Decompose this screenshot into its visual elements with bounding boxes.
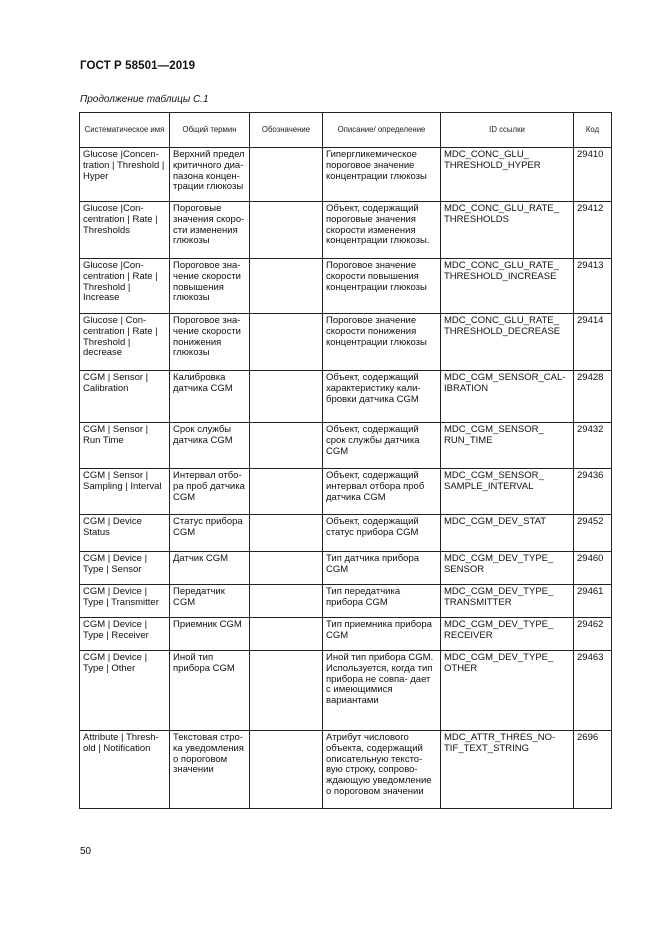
cell-systematic-name: Glucose | Con- centration | Rate | Threshold | decrease	[80, 314, 170, 371]
table-row	[80, 148, 612, 202]
table-row	[80, 731, 612, 809]
cell-common-term: Пороговое зна- чение скорости понижения глюкозы	[170, 314, 250, 371]
cell-common-term: Приемник CGM	[170, 618, 250, 651]
cell-common-term: Верхний предел критичного диа- пазона концен- трации глюкозы	[170, 148, 250, 202]
column-header-common-term: Общий термин	[170, 113, 250, 148]
table-caption: Продолжение таблицы С.1	[80, 94, 209, 105]
cell-description: Тип датчика прибора CGM	[323, 552, 441, 585]
cell-ref-id: MDC_CGM_DEV_STAT	[441, 515, 574, 552]
column-header-description: Описание/ определение	[323, 113, 441, 148]
cell-ref-id: MDC_CGM_DEV_TYPE_ OTHER	[441, 651, 574, 731]
cell-common-term: Срок службы датчика CGM	[170, 423, 250, 469]
cell-code: 29413	[574, 259, 612, 314]
cell-description: Гипергликемическое пороговое значение концентрации глюкозы	[323, 148, 441, 202]
cell-symbol	[250, 515, 323, 552]
cell-code: 29412	[574, 202, 612, 259]
cell-symbol	[250, 618, 323, 651]
cell-code: 29428	[574, 371, 612, 423]
cell-common-term: Пороговое зна- чение скорости повышения глюкозы	[170, 259, 250, 314]
cell-description: Объект, содержащий пороговые значения скорости изменения концентрации глюкозы.	[323, 202, 441, 259]
table-row	[80, 371, 612, 423]
cell-common-term: Интервал отбо- ра проб датчика CGM	[170, 469, 250, 515]
cell-ref-id: MDC_ATTR_THRES_NO- TIF_TEXT_STRING	[441, 731, 574, 809]
table-row	[80, 423, 612, 469]
cell-systematic-name: CGM | Sensor | Run Time	[80, 423, 170, 469]
cell-common-term: Иной тип прибора CGM	[170, 651, 250, 731]
cell-ref-id: MDC_CGM_DEV_TYPE_ TRANSMITTER	[441, 585, 574, 618]
cell-common-term: Передатчик CGM	[170, 585, 250, 618]
cell-symbol	[250, 148, 323, 202]
cell-code: 2696	[574, 731, 612, 809]
cell-code: 29436	[574, 469, 612, 515]
column-header-systematic-name: Систематическое имя	[80, 113, 170, 148]
cell-description: Иной тип прибора CGM. Используется, когда тип прибора не совпа- дает с имеющимися вариантами	[323, 651, 441, 731]
table-row	[80, 651, 612, 731]
cell-code: 29410	[574, 148, 612, 202]
table-row	[80, 314, 612, 371]
column-header-symbol: Обозначение	[250, 113, 323, 148]
table-header-row	[80, 113, 612, 148]
table-row	[80, 585, 612, 618]
cell-systematic-name: Glucose |Concen- tration | Threshold | Hyper	[80, 148, 170, 202]
page-number: 50	[80, 846, 92, 857]
cell-code: 29462	[574, 618, 612, 651]
cell-systematic-name: CGM | Device | Type | Sensor	[80, 552, 170, 585]
cell-systematic-name: CGM | Sensor | Calibration	[80, 371, 170, 423]
cell-symbol	[250, 552, 323, 585]
table-row	[80, 552, 612, 585]
table-body	[80, 148, 612, 809]
cell-common-term: Датчик CGM	[170, 552, 250, 585]
cell-description: Тип передатчика прибора CGM	[323, 585, 441, 618]
cell-systematic-name: CGM | Device | Type | Receiver	[80, 618, 170, 651]
cell-ref-id: MDC_CGM_DEV_TYPE_ SENSOR	[441, 552, 574, 585]
cell-code: 29463	[574, 651, 612, 731]
cell-code: 29461	[574, 585, 612, 618]
cell-symbol	[250, 314, 323, 371]
table-row	[80, 618, 612, 651]
table-row	[80, 515, 612, 552]
cell-description: Объект, содержащий интервал отбора проб датчика CGM	[323, 469, 441, 515]
cell-symbol	[250, 371, 323, 423]
cell-description: Объект, содержащий срок службы датчика CGM	[323, 423, 441, 469]
table-row	[80, 469, 612, 515]
cell-symbol	[250, 731, 323, 809]
cell-description: Объект, содержащий характеристику кали- бровки датчика CGM	[323, 371, 441, 423]
cell-ref-id: MDC_CONC_GLU_RATE_ THRESHOLD_INCREASE	[441, 259, 574, 314]
cell-code: 29432	[574, 423, 612, 469]
cell-description: Тип приемника прибора CGM	[323, 618, 441, 651]
cell-description: Объект, содержащий статус прибора CGM	[323, 515, 441, 552]
cell-code: 29460	[574, 552, 612, 585]
cell-systematic-name: CGM | Device Status	[80, 515, 170, 552]
cell-description: Пороговое значение скорости понижения концентрации глюкозы	[323, 314, 441, 371]
cell-description: Атрибут числового объекта, содержащий описательную тексто- вую строку, сопрово- ждающую уведомление о пороговом значении	[323, 731, 441, 809]
cell-symbol	[250, 469, 323, 515]
cell-common-term: Калибровка датчика CGM	[170, 371, 250, 423]
column-header-ref-id: ID ссылки	[441, 113, 574, 148]
column-header-code: Код	[574, 113, 612, 148]
cell-common-term: Пороговые значения скоро- сти изменения глюкозы	[170, 202, 250, 259]
cell-systematic-name: CGM | Device | Type | Transmitter	[80, 585, 170, 618]
cell-systematic-name: CGM | Sensor | Sampling | Interval	[80, 469, 170, 515]
cell-systematic-name: Glucose |Con- centration | Rate | Threshold | Increase	[80, 259, 170, 314]
terms-table	[79, 112, 612, 809]
cell-common-term: Статус прибора CGM	[170, 515, 250, 552]
cell-ref-id: MDC_CGM_SENSOR_ RUN_TIME	[441, 423, 574, 469]
cell-code: 29414	[574, 314, 612, 371]
table-row	[80, 202, 612, 259]
cell-ref-id: MDC_CONC_GLU_RATE_ THRESHOLD_DECREASE	[441, 314, 574, 371]
cell-symbol	[250, 651, 323, 731]
cell-ref-id: MDC_CONC_GLU_RATE_ THRESHOLDS	[441, 202, 574, 259]
cell-systematic-name: Attribute | Thresh- old | Notification	[80, 731, 170, 809]
cell-ref-id: MDC_CGM_SENSOR_ SAMPLE_INTERVAL	[441, 469, 574, 515]
cell-symbol	[250, 259, 323, 314]
cell-ref-id: MDC_CONC_GLU_ THRESHOLD_HYPER	[441, 148, 574, 202]
table-row	[80, 259, 612, 314]
cell-symbol	[250, 423, 323, 469]
cell-symbol	[250, 585, 323, 618]
cell-symbol	[250, 202, 323, 259]
cell-common-term: Текстовая стро- ка уведомления о пороговом значении	[170, 731, 250, 809]
document-standard-header: ГОСТ Р 58501—2019	[80, 60, 196, 72]
cell-ref-id: MDC_CGM_SENSOR_CAL- IBRATION	[441, 371, 574, 423]
cell-code: 29452	[574, 515, 612, 552]
cell-systematic-name: CGM | Device | Type | Other	[80, 651, 170, 731]
cell-systematic-name: Glucose |Con- centration | Rate | Thresholds	[80, 202, 170, 259]
cell-ref-id: MDC_CGM_DEV_TYPE_ RECEIVER	[441, 618, 574, 651]
cell-description: Пороговое значение скорости повышения концентрации глюкозы	[323, 259, 441, 314]
